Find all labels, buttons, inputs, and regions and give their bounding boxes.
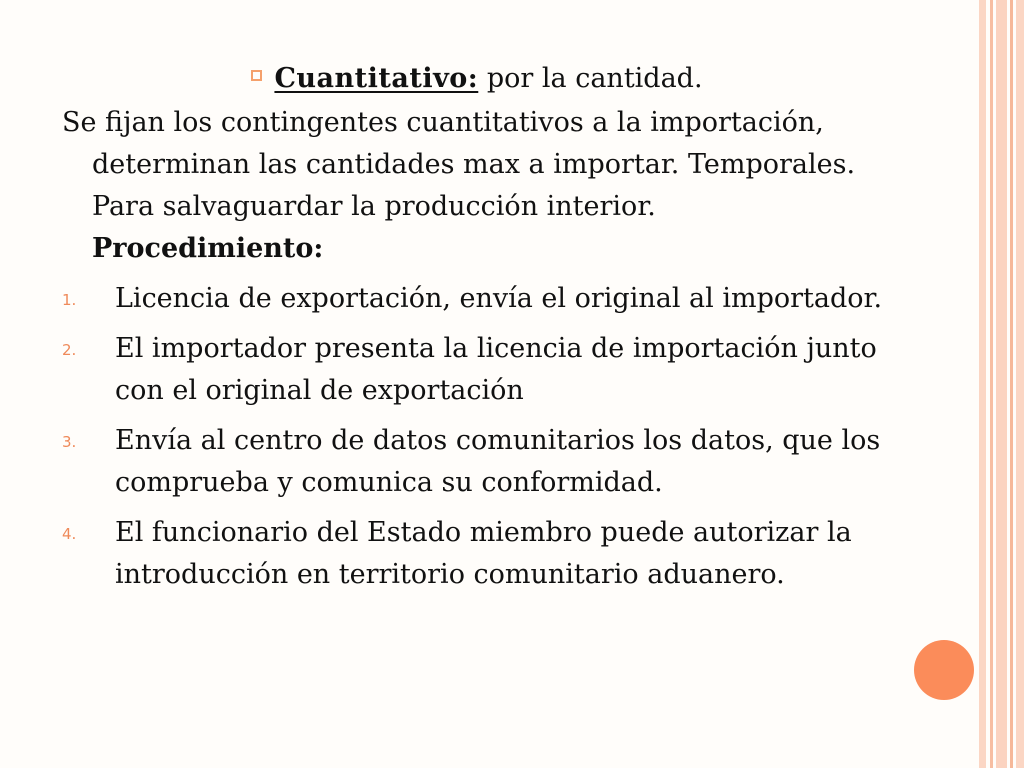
list-number: 2.: [62, 341, 77, 359]
list-item: [62, 328, 892, 412]
decor-stripe: [996, 0, 1007, 768]
heading-term: Cuantitativo:: [274, 63, 479, 94]
list-item: [62, 278, 892, 320]
decor-stripe: [990, 0, 993, 768]
procedure-list: [62, 278, 892, 596]
intro-bold: Procedimiento:: [92, 233, 324, 264]
list-number: 1.: [62, 291, 77, 309]
decor-stripe: [1010, 0, 1013, 768]
slide-heading: [62, 58, 892, 100]
decor-stripe: [979, 0, 986, 768]
square-bullet-icon: [251, 70, 262, 81]
heading-rest: por la cantidad.: [478, 63, 703, 94]
list-item-text: El funcionario del Estado miembro puede autorizar la introducción en territorio comunitario aduanero.: [115, 517, 852, 590]
list-number: 3.: [62, 433, 77, 451]
list-item-text: Envía al centro de datos comunitarios los datos, que los comprueba y comunica su conformidad.: [115, 425, 881, 498]
decor-stripe: [1016, 0, 1024, 768]
list-item-text: Licencia de exportación, envía el original al importador.: [115, 283, 883, 314]
intro-text: Se fijan los contingentes cuantitativos a la importación, determinan las cantidades max a importar. Temporales. Para salvaguardar la producción interior.: [62, 107, 856, 222]
list-number: 4.: [62, 525, 77, 543]
accent-circle: [914, 640, 974, 700]
list-item: [62, 420, 892, 504]
intro-paragraph: [62, 102, 892, 270]
slide-body: [62, 58, 892, 596]
list-item: [62, 512, 892, 596]
list-item-text: El importador presenta la licencia de importación junto con el original de exportación: [115, 333, 877, 406]
